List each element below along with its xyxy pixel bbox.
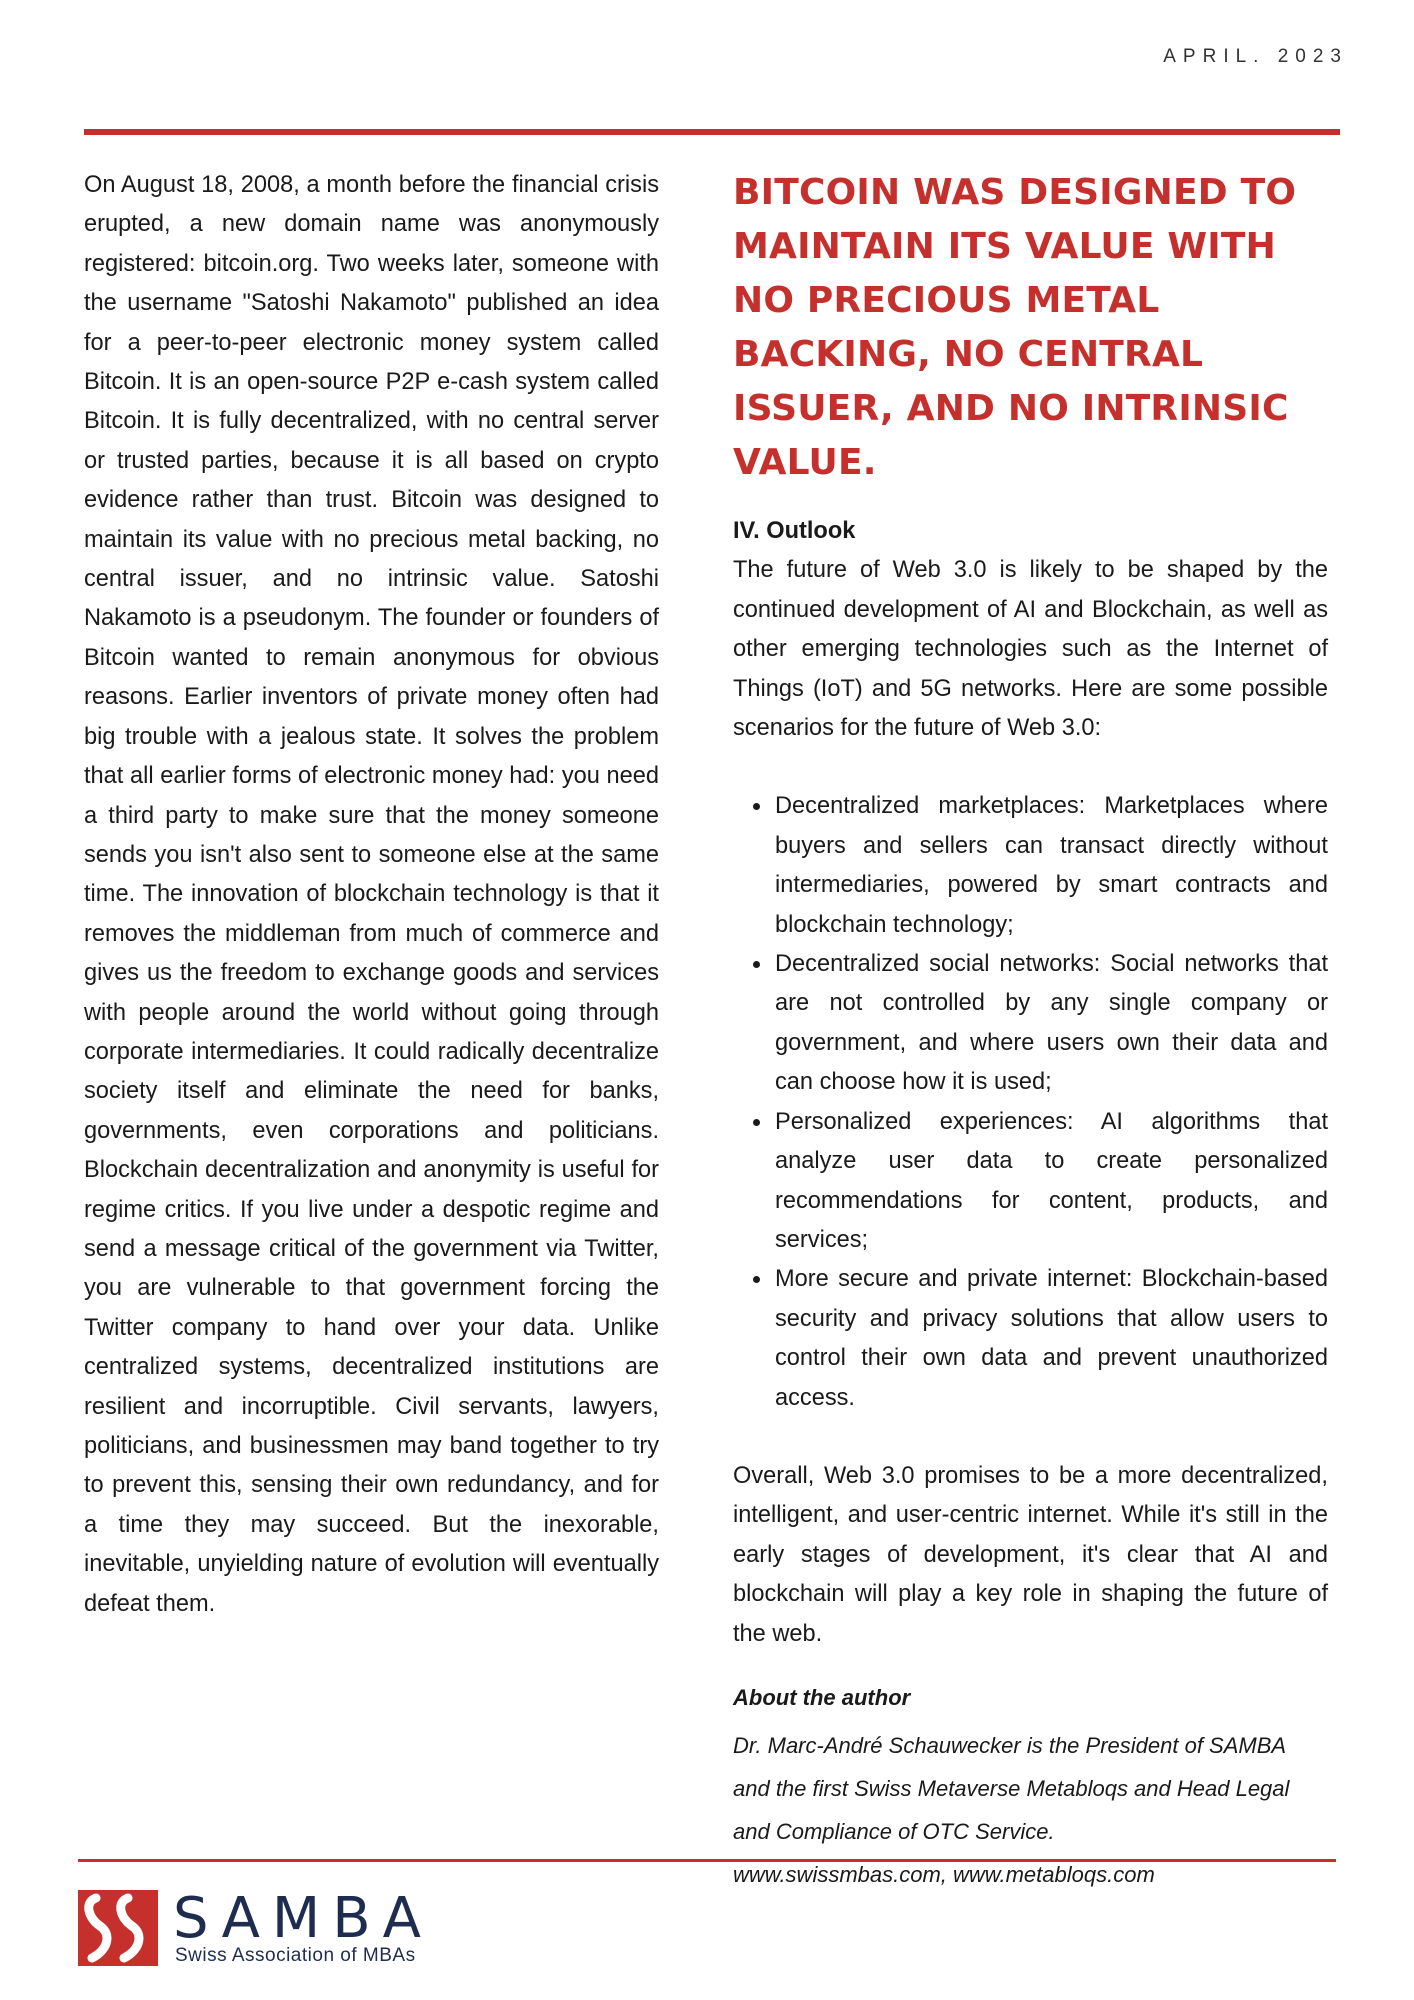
scenario-list: [733, 787, 1328, 1418]
right-column: [733, 166, 1328, 1896]
section-heading: IV. Outlook: [733, 518, 856, 544]
about-heading: About the author: [733, 1684, 911, 1710]
list-item: • Decentralized social networks: Social networks that are not controlled by any single company or government, and where users own their data and can choose how it is used;: [773, 945, 1328, 1103]
issue-date: APRIL. 2023: [1163, 46, 1348, 67]
samba-logo-mark-icon: [78, 1888, 158, 1968]
list-item: • Decentralized marketplaces: Marketplaces where buyers and sellers can transact directly without intermediaries, powered by smart contracts and blockchain technology;: [773, 787, 1328, 945]
list-item: • Personalized experiences: AI algorithms that analyze user data to create personalized recommendations for content, products, and services;: [773, 1103, 1328, 1261]
bottom-divider: [78, 1859, 1336, 1862]
about-body: Dr. Marc-André Schauwecker is the President of SAMBA and the first Swiss Metaverse Metabloqs and Head Legal and Compliance of OTC Service.: [733, 1732, 1290, 1844]
left-column: [84, 166, 659, 1624]
author-links: www.swissmbas.com, www.metabloqs.com: [733, 1861, 1155, 1887]
conclusion-paragraph: Overall, Web 3.0 promises to be a more decentralized, intelligent, and user-centric internet. While it's still in the early stages of development, it's clear that AI and blockchain will play a key role in shaping the future of the web.: [733, 1462, 1328, 1647]
list-item: • More secure and private internet: Blockchain-based security and privacy solutions that allow users to control their own data and prevent unauthorized access.: [773, 1260, 1328, 1418]
top-divider: [84, 129, 1340, 135]
body-paragraph: On August 18, 2008, a month before the financial crisis erupted, a new domain name was anonymously registered: bitcoin.org. Two weeks later, someone with the username "Satoshi Nakamoto" published an idea for a peer-to-peer electronic money system called Bitcoin. It is an open-source P2P e-cash system called Bitcoin. It is fully decentralized, with no central server or trusted parties, because it is all based on crypto evidence rather than trust. Bitcoin was designed to maintain its value with no precious metal backing, no central issuer, and no intrinsic value. Satoshi Nakamoto is a pseudonym. The founder or founders of Bitcoin wanted to remain anonymous for obvious reasons. Earlier inventors of private money often had big trouble with a jealous state. It solves the problem that all earlier forms of electronic money had: you need a third party to make sure that the money someone sends you isn't also sent to someone else at the same time. The innovation of blockchain technology is that it removes the middleman from much of commerce and gives us the freedom to exchange goods and services with people around the world without going through corporate intermediaries. It could radically decentralize society itself and eliminate the need for banks, governments, even corporations and politicians. Blockchain decentralization and anonymity is useful for regime critics. If you live under a despotic regime and send a message critical of the government via Twitter, you are vulnerable to that government forcing the Twitter company to hand over your data. Unlike centralized systems, decentralized institutions are resilient and incorruptible. Civil servants, lawyers, politicians, and businessmen may band together to try to prevent this, sensing their own redundancy, and for a time they may succeed. But the inexorable, inevitable, unyielding nature of evolution will eventually defeat them.: [84, 172, 659, 1617]
intro-paragraph: The future of Web 3.0 is likely to be shaped by the continued development of AI and Blockchain, as well as other emerging technologies such as the Internet of Things (IoT) and 5G networks. Here are some possible scenarios for the future of Web 3.0:: [733, 557, 1328, 742]
pull-quote-headline: BITCOIN WAS DESIGNED TO MAINTAIN ITS VALUE WITH NO PRECIOUS METAL BACKING, NO CENTRAL ISSUER, AND NO INTRINSIC VALUE.: [733, 172, 1297, 483]
logo-wordmark: SAMBA: [173, 1886, 433, 1951]
samba-logo: [78, 1888, 458, 1968]
logo-subtitle: Swiss Association of MBAs: [175, 1945, 416, 1966]
